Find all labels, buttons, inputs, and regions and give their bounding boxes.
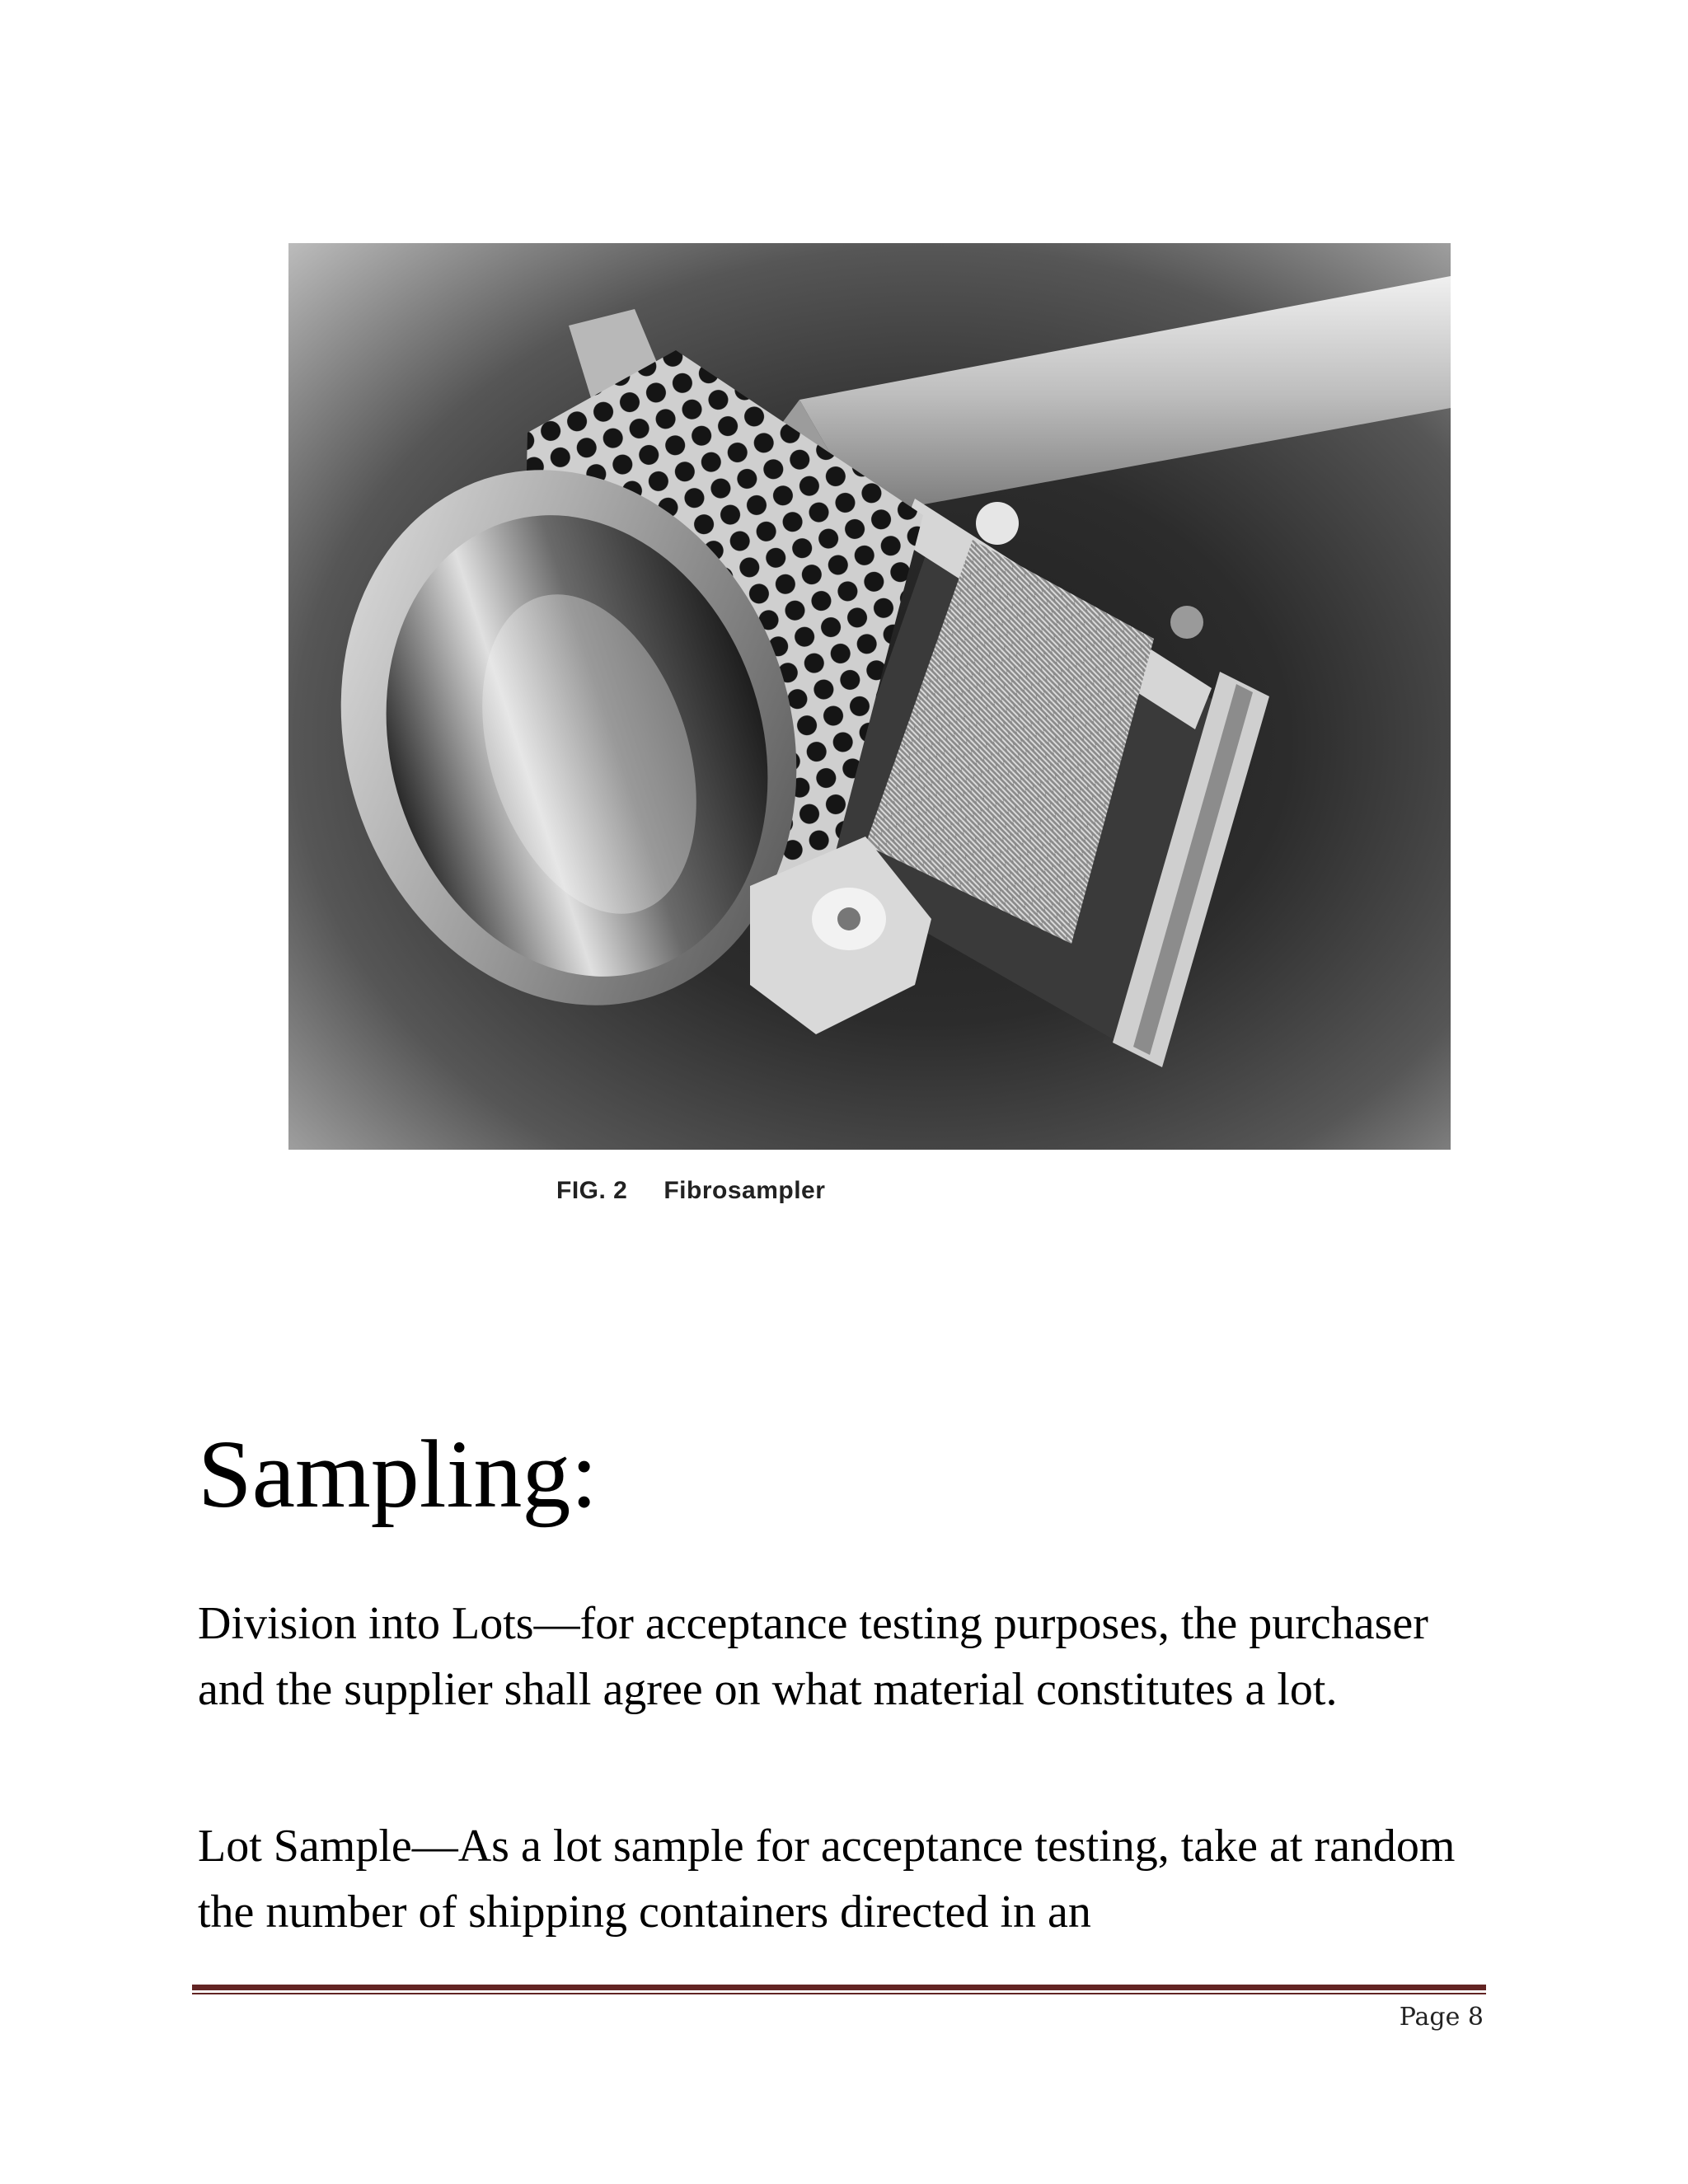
figure-number: FIG. 2	[556, 1177, 628, 1204]
figure-caption-text: Fibrosampler	[663, 1177, 826, 1204]
footer-rule-thick	[192, 1985, 1486, 1990]
page-number: Page 8	[1399, 2003, 1484, 2032]
footer-rule-thin	[192, 1993, 1486, 1994]
paragraph-lot-sample: Lot Sample—As a lot sample for acceptance testing, take at random the number of shipping containers directed in an	[198, 1821, 1456, 1938]
section-heading: Sampling:	[198, 1420, 598, 1528]
figure-caption	[556, 1177, 825, 1205]
fibrosampler-photo	[288, 243, 1451, 1150]
paragraph-division-into-lots: Division into Lots—for acceptance testing purposes, the purchaser and the supplier shall agree on what material constitutes a lot.	[198, 1598, 1428, 1715]
